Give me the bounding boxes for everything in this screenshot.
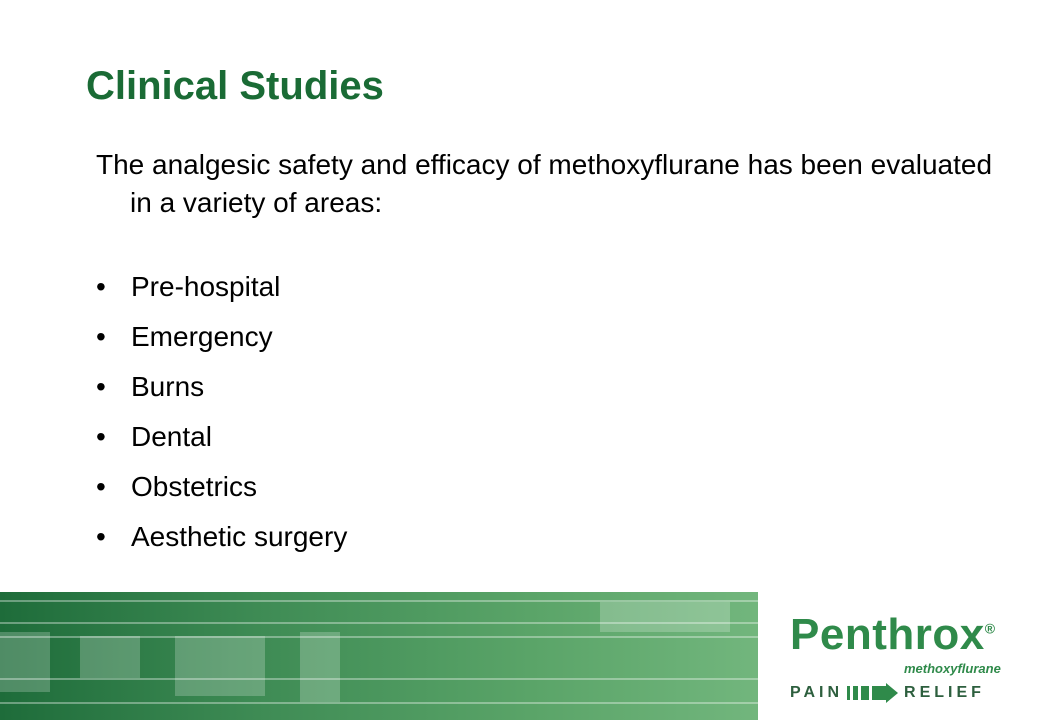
list-item (96, 412, 347, 462)
bullet-label: Pre-hospital (131, 271, 281, 302)
bullet-label: Obstetrics (131, 471, 258, 502)
bullet-list (96, 262, 347, 562)
bullet-label: Dental (131, 421, 212, 452)
bullet-label: Emergency (131, 321, 273, 352)
penthrox-logo (758, 592, 1040, 720)
intro-text: The analgesic safety and efficacy of methoxyflurane has been evaluated in a variety of areas: (96, 149, 993, 218)
footer-banner (0, 592, 1040, 720)
logo-name (790, 610, 996, 660)
list-item (96, 262, 347, 312)
tagline-pain: PAIN (790, 684, 844, 701)
list-item (96, 462, 347, 512)
bullet-icon: • (96, 321, 106, 352)
bullet-icon: • (96, 421, 106, 452)
logo-tagline (790, 682, 1030, 704)
bullet-icon: • (96, 521, 106, 552)
list-item (96, 362, 347, 412)
list-item (96, 512, 347, 562)
bullet-label: Burns (131, 371, 205, 402)
decorative-green-band (0, 592, 758, 720)
slide-title: Clinical Studies (86, 64, 384, 108)
list-item (96, 312, 347, 362)
bullet-icon: • (96, 271, 106, 302)
bullet-label: Aesthetic surgery (131, 521, 348, 552)
logo-generic-name: methoxyflurane (904, 661, 1001, 676)
bullet-icon: • (96, 471, 106, 502)
logo-name-text: Penthrox (790, 610, 985, 659)
arrow-icon (847, 683, 898, 703)
registered-mark: ® (984, 620, 996, 637)
tagline-relief: RELIEF (904, 684, 985, 701)
bullet-icon: • (96, 371, 106, 402)
